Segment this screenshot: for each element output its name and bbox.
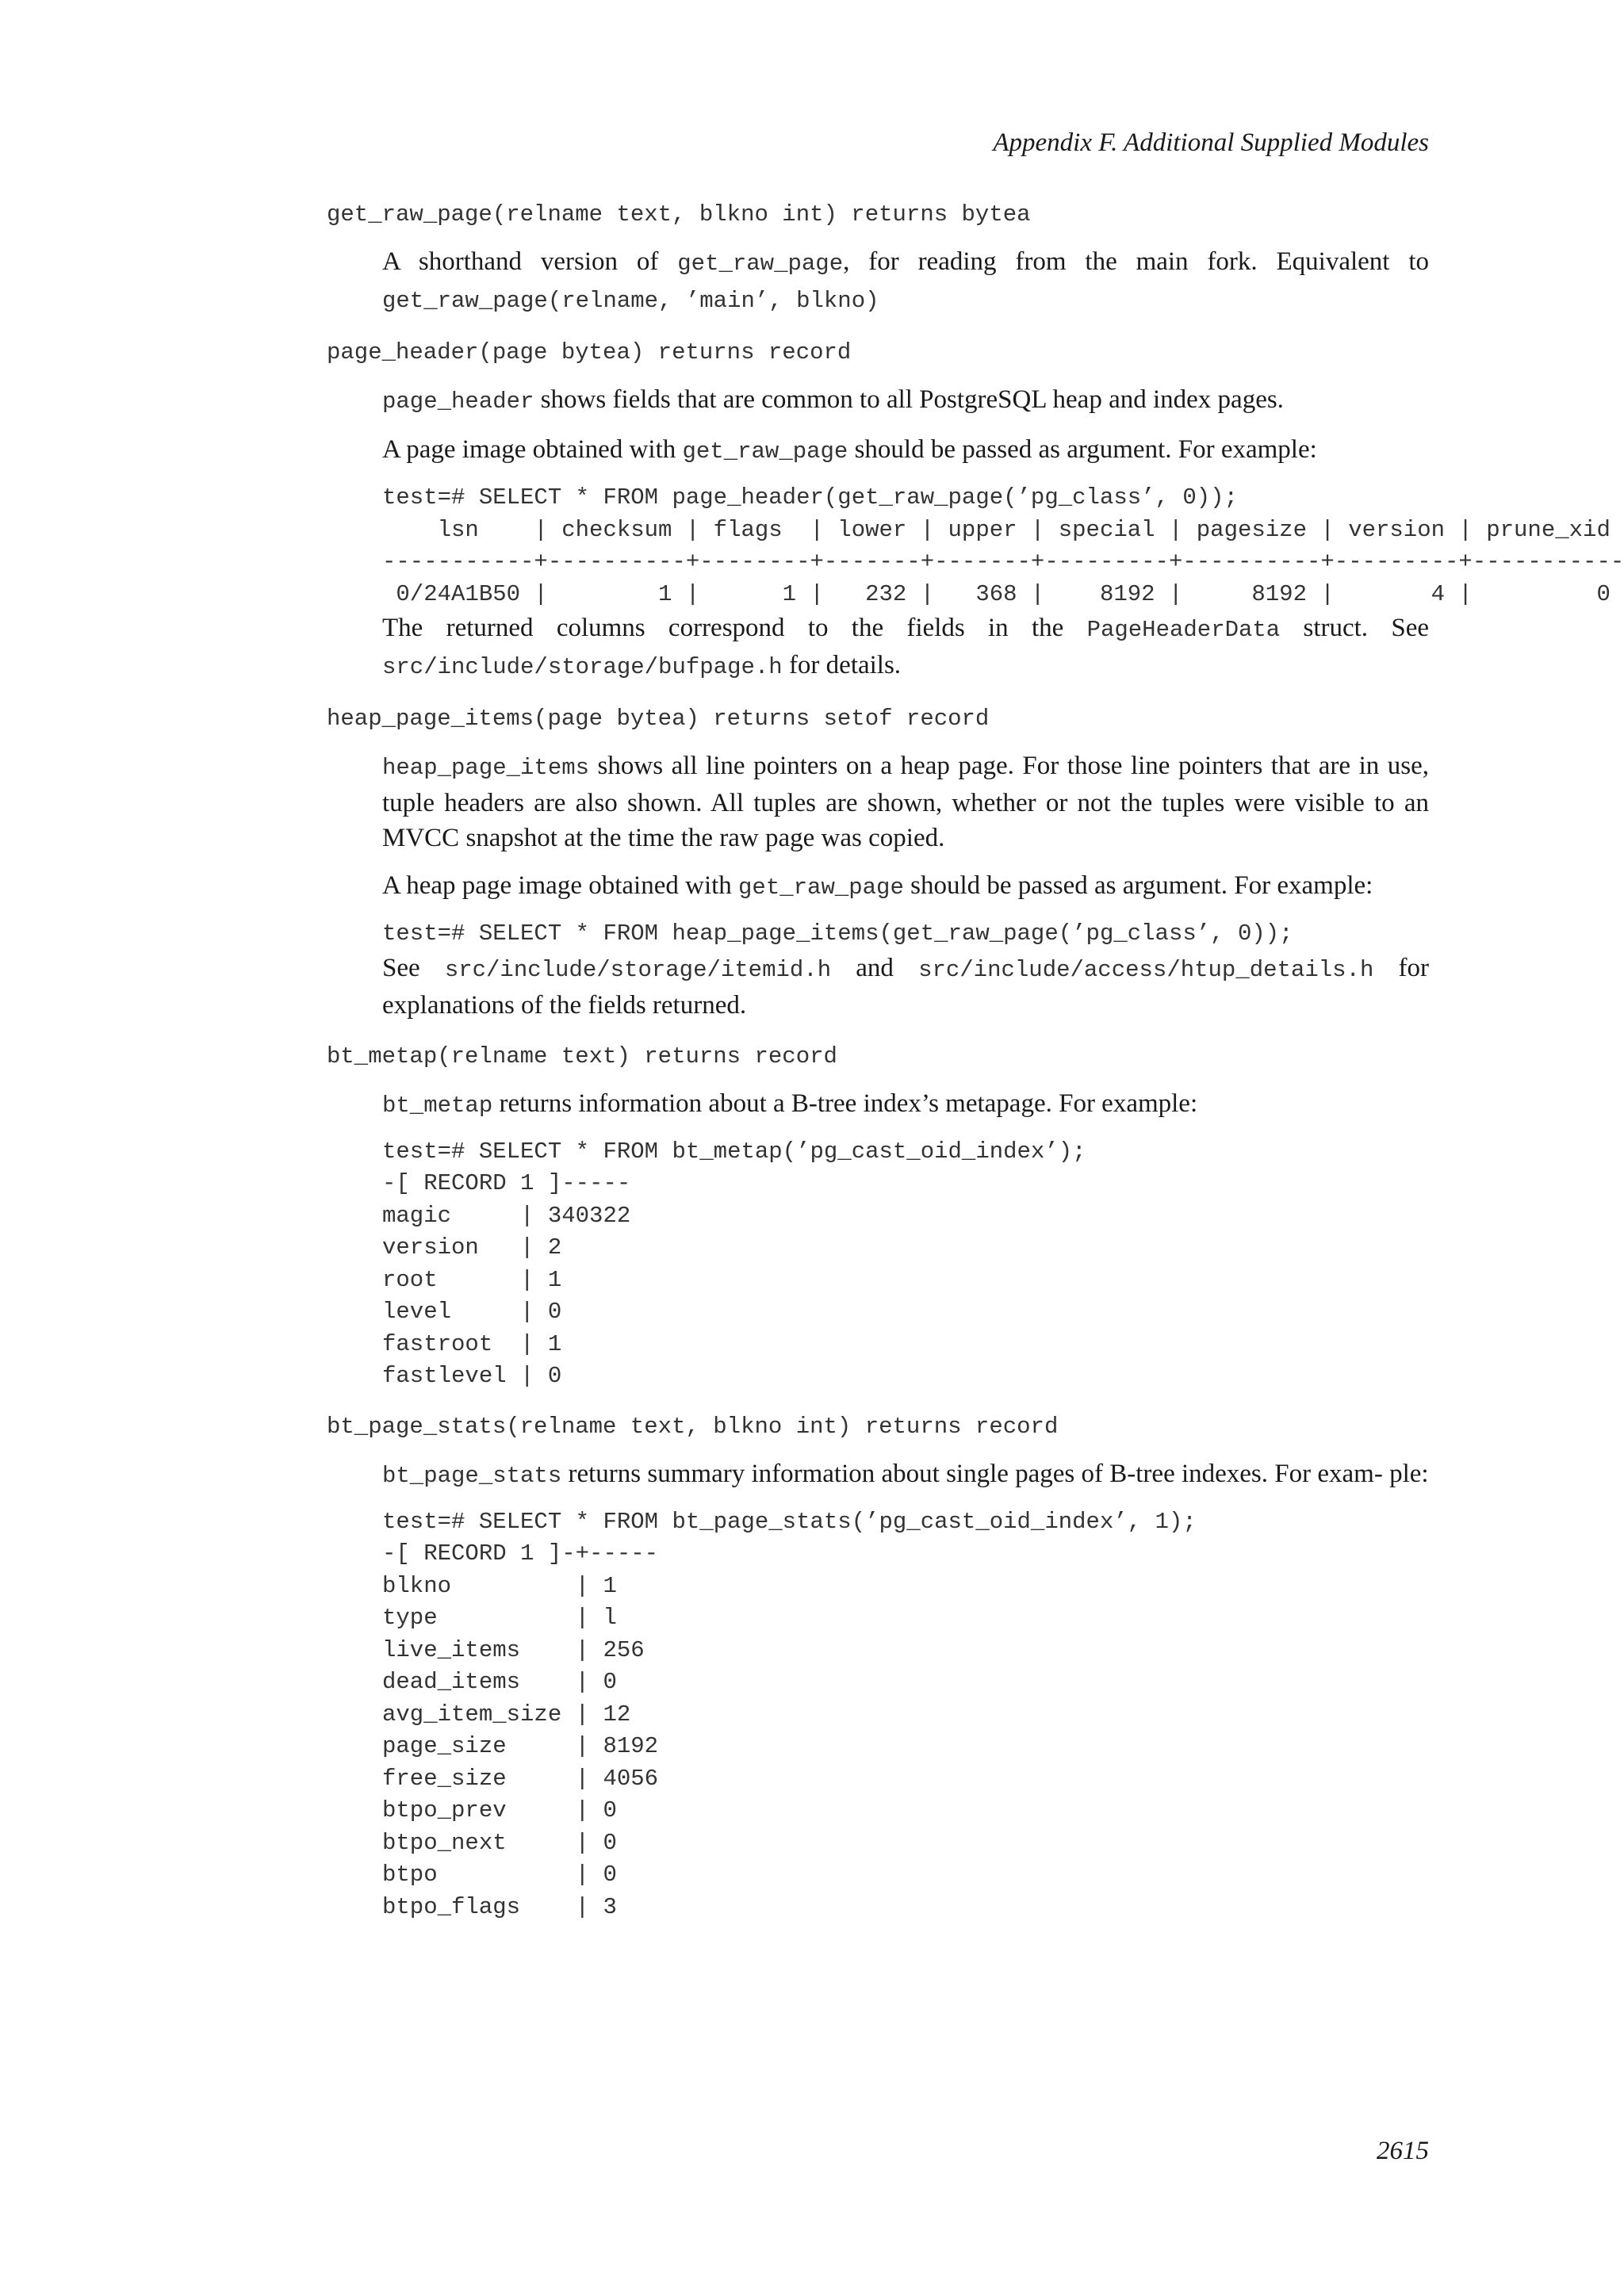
paragraph <box>382 244 1429 319</box>
inline-code: bt_page_stats <box>382 1462 562 1489</box>
inline-code: src/include/storage/bufpage.h <box>382 654 783 680</box>
text: A heap page image obtained with <box>382 871 739 900</box>
paragraph <box>382 432 1429 469</box>
text: for explanations of the fields returned. <box>382 953 1429 1020</box>
text: A shorthand version of <box>382 247 678 276</box>
paragraph <box>382 748 1429 855</box>
inline-code: page_header <box>382 388 534 415</box>
text: struct. See <box>1280 614 1429 642</box>
code-example-heap-page-items: test=# SELECT * FROM heap_page_items(get_raw_page(’pg_class’, 0)); <box>382 920 1293 947</box>
paragraph <box>382 868 1429 905</box>
description-page-header <box>382 382 1429 469</box>
description-bt-metap <box>382 1086 1429 1123</box>
inline-code: get_raw_page <box>677 251 844 277</box>
text: See <box>382 953 445 982</box>
text: The returned columns correspond to the fields in the <box>382 614 1087 642</box>
inline-code: get_raw_page <box>738 874 904 901</box>
paragraph <box>382 951 1429 1023</box>
paragraph <box>382 610 1429 685</box>
paragraph <box>382 382 1429 419</box>
text: should be passed as argument. For example: <box>903 871 1373 900</box>
running-header: Appendix F. Additional Supplied Modules <box>993 128 1429 157</box>
code-example-bt-metap: test=# SELECT * FROM bt_metap(’pg_cast_oid_index’); -[ RECORD 1 ]----- magic | 340322 version | 2 root | 1 level | 0 fastroot | 1 fastlevel | 0 <box>382 1138 1086 1389</box>
function-signature-heap-page-items: heap_page_items(page bytea) returns setof record <box>327 706 990 732</box>
code-example-bt-page-stats: test=# SELECT * FROM bt_page_stats(’pg_cast_oid_index’, 1); -[ RECORD 1 ]-+----- blkno | 1 type | l live_items | 256 dead_items | 0 avg_item_size | 12 page_size | 8192 free_size | 4056 btpo_prev | 0 btpo_next | 0 btpo | 0 btpo_flags | 3 <box>382 1508 1197 1920</box>
description-get-raw-page <box>382 244 1429 319</box>
text: returns information about a B-tree index’s metapage. For example: <box>492 1089 1198 1118</box>
text: A page image obtained with <box>382 435 683 464</box>
inline-code: src/include/storage/itemid.h <box>444 956 832 983</box>
paragraph <box>382 1456 1429 1494</box>
function-signature-bt-metap: bt_metap(relname text) returns record <box>327 1043 837 1070</box>
description-heap-page-items-details <box>382 951 1429 1023</box>
inline-code: get_raw_page(relname, ’main’, blkno) <box>382 288 879 314</box>
function-signature-get-raw-page: get_raw_page(relname text, blkno int) returns bytea <box>327 201 1031 228</box>
text: , for reading from the main fork. Equivalent to <box>843 247 1430 276</box>
function-signature-page-header: page_header(page bytea) returns record <box>327 339 852 365</box>
text: returns summary information about single pages of B-tree indexes. For exam- ple: <box>561 1459 1429 1488</box>
text: shows fields that are common to all PostgreSQL heap and index pages. <box>534 385 1284 414</box>
page-content <box>327 198 1624 1923</box>
description-heap-page-items <box>382 748 1429 905</box>
text: for details. <box>782 651 902 679</box>
inline-code: bt_metap <box>382 1092 493 1119</box>
code-example-page-header: test=# SELECT * FROM page_header(get_raw_page(’pg_class’, 0)); lsn | checksum | flags | lower | upper | special | pagesize | version | prune_xid -----------+----------+--------+-------+-------+---------+----------+---------+----------- 0/24A1B50 | 1 | 1 | 232 | 368 | 8192 | 8192 | 4 | 0 <box>382 484 1624 607</box>
text: and <box>831 953 919 982</box>
inline-code: get_raw_page <box>682 438 848 465</box>
inline-code: PageHeaderData <box>1086 617 1281 643</box>
description-page-header-details <box>382 610 1429 685</box>
text: should be passed as argument. For example: <box>848 435 1317 464</box>
paragraph <box>382 1086 1429 1123</box>
text: shows all line pointers on a heap page. For those line pointers that are in use, tuple headers are also shown. All tuples are shown, whether or not the tuples were visible to an MVCC snapshot at the time the raw page was copied. <box>382 752 1429 852</box>
description-bt-page-stats <box>382 1456 1429 1494</box>
page-number: 2615 <box>1377 2137 1429 2165</box>
inline-code: src/include/access/htup_details.h <box>918 956 1374 983</box>
function-signature-bt-page-stats: bt_page_stats(relname text, blkno int) returns record <box>327 1413 1059 1440</box>
inline-code: heap_page_items <box>382 755 590 781</box>
